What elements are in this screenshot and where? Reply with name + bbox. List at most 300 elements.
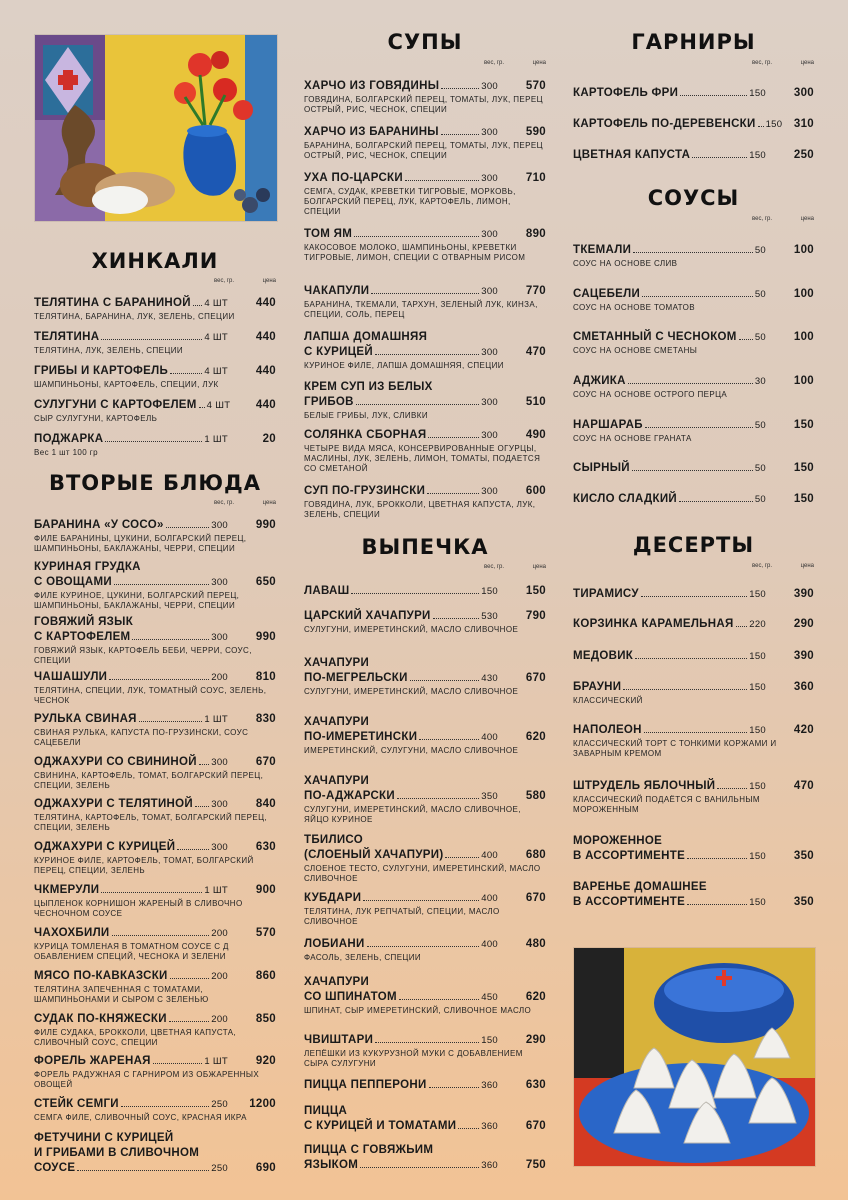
dot-leader xyxy=(153,1063,203,1064)
dot-leader xyxy=(632,470,753,471)
section-title-pastry: ВЫПЕЧКА xyxy=(361,535,489,559)
item-line xyxy=(304,284,546,299)
item-weight: 300 xyxy=(481,229,498,240)
item-weight: 1 ШТ xyxy=(204,714,228,725)
item-line xyxy=(34,840,276,855)
item-price: 670 xyxy=(255,756,276,768)
item-description: ГОВЯДИНА, ЛУК, БРОККОЛИ, ЦВЕТНАЯ КАПУСТА, ЛУК, ЗЕЛЕНЬ, СПЕЦИИ xyxy=(304,500,536,519)
item-description: СЕМГА ФИЛЕ, СЛИВОЧНЫЙ СОУС, КРАСНАЯ ИКРА xyxy=(34,1113,247,1122)
item-line xyxy=(573,86,814,101)
item-description: КУРИЦА ТОМЛЕНАЯ В ТОМАТНОМ СОУСЕ С Д ОБАВЛЕНИЕМ СПЕЦИЙ, ЧЕСНОКА И ЗЕЛЕНИ xyxy=(34,942,229,961)
item-description: ФИЛЕ КУРИНОЕ, ЦУКИНИ, БОЛГАРСКИЙ ПЕРЕЦ, ШАМПИНЬОНЫ, БАКЛАЖАНЫ, ЧЕРРИ, СПЕЦИИ xyxy=(34,591,240,610)
menu-item xyxy=(304,975,546,1016)
dot-leader xyxy=(405,180,479,181)
item-price: 900 xyxy=(255,884,276,896)
item-description: ЦЫПЛЕНОК КОРНИШОН ЖАРЕНЫЙ В СЛИВОЧНО ЧЕСНОЧНОМ СОУСЕ xyxy=(34,899,243,918)
item-name: КУБДАРИ xyxy=(304,892,362,904)
item-line xyxy=(573,680,814,695)
item-weight: 1 ШТ xyxy=(204,434,228,445)
item-weight: 400 xyxy=(481,893,498,904)
dot-leader xyxy=(445,857,479,858)
item-name-line: ГОВЯЖИЙ ЯЗЫК xyxy=(34,616,134,628)
menu-item xyxy=(34,296,276,322)
item-line xyxy=(34,330,276,345)
khinkali-art xyxy=(574,948,815,1166)
dot-leader xyxy=(628,383,753,384)
menu-item xyxy=(34,1097,276,1123)
item-weight: 360 xyxy=(481,1121,498,1132)
item-description: ЛЕПЁШКИ ИЗ КУКУРУЗНОЙ МУКИ С ДОБАВЛЕНИЕМ СЫРА СУЛУГУНИ xyxy=(304,1049,523,1068)
dot-leader xyxy=(633,252,753,253)
item-name: НАРШАРАБ xyxy=(573,419,643,431)
item-line xyxy=(34,1161,276,1176)
item-name-line: ВАРЕНЬЕ ДОМАШНЕЕ xyxy=(573,881,707,893)
menu-item xyxy=(304,1033,546,1069)
item-description: Вес 1 шт 100 гр xyxy=(34,448,98,457)
dot-leader xyxy=(641,596,747,597)
item-price: 390 xyxy=(793,650,814,662)
item-description: СУЛУГУНИ, ИМЕРЕТИНСКИЙ, МАСЛО СЛИВОЧНОЕ xyxy=(304,625,519,634)
menu-item xyxy=(573,723,814,759)
price-header: цена xyxy=(800,216,814,222)
still-life-painting xyxy=(34,34,278,222)
weight-header: вес, гр. xyxy=(484,564,504,570)
item-weight: 350 xyxy=(481,791,498,802)
price-header: цена xyxy=(262,500,276,506)
dot-leader xyxy=(121,1106,209,1107)
item-price: 600 xyxy=(525,485,546,497)
item-weight: 300 xyxy=(211,632,228,643)
item-line xyxy=(304,990,546,1005)
menu-item xyxy=(304,171,546,217)
item-description: БАРАНИНА, БОЛГАРСКИЙ ПЕРЕЦ, ТОМАТЫ, ЛУК, ПЕРЕЦ ОСТРЫЙ, РИС, ЧЕСНОК, СПЕЦИИ xyxy=(304,141,543,160)
item-weight: 300 xyxy=(211,577,228,588)
dot-leader xyxy=(367,946,480,947)
item-line xyxy=(34,797,276,812)
item-name: УХА ПО-ЦАРСКИ xyxy=(304,172,403,184)
item-weight: 400 xyxy=(481,850,498,861)
item-price: 650 xyxy=(255,576,276,588)
item-weight: 50 xyxy=(754,289,766,300)
item-price: 150 xyxy=(793,419,814,431)
section-title-khinkali: ХИНКАЛИ xyxy=(91,249,219,273)
dot-leader xyxy=(177,849,209,850)
dot-leader xyxy=(623,689,747,690)
dot-leader xyxy=(193,305,203,306)
item-price: 890 xyxy=(525,228,546,240)
item-description: ТЕЛЯТИНА, КАРТОФЕЛЬ, ТОМАТ, БОЛГАРСКИЙ ПЕРЕЦ, СПЕЦИИ, ЗЕЛЕНЬ xyxy=(34,813,268,832)
item-line xyxy=(573,243,814,258)
item-name: КАРТОФЕЛЬ ПО-ДЕРЕВЕНСКИ xyxy=(573,118,756,130)
item-weight: 4 ШТ xyxy=(204,366,228,377)
item-weight: 50 xyxy=(754,332,766,343)
menu-item xyxy=(573,374,814,400)
menu-item xyxy=(573,617,814,632)
item-weight: 1 ШТ xyxy=(204,885,228,896)
item-weight: 300 xyxy=(211,757,228,768)
item-line xyxy=(34,1012,276,1027)
dot-leader xyxy=(101,892,202,893)
khinkali-painting xyxy=(573,947,816,1167)
item-line xyxy=(304,891,546,906)
item-description: СЫР СУЛУГУНИ, КАРТОФЕЛЬ xyxy=(34,414,158,423)
item-description: ФИЛЕ СУДАКА, БРОККОЛИ, ЦВЕТНАЯ КАПУСТА, СЛИВОЧНЫЙ СОУС, СПЕЦИИ xyxy=(34,1028,237,1047)
dot-leader xyxy=(642,296,753,297)
item-name: БАРАНИНА «У СОСО» xyxy=(34,519,164,531)
menu-item xyxy=(34,518,276,554)
menu-item xyxy=(573,287,814,313)
item-price: 100 xyxy=(793,244,814,256)
menu-item xyxy=(573,834,814,864)
item-line xyxy=(304,79,546,94)
item-name: ЛОБИАНИ xyxy=(304,938,365,950)
dot-leader xyxy=(635,658,747,659)
dot-leader xyxy=(397,798,479,799)
item-price: 510 xyxy=(525,396,546,408)
item-name: С КАРТОФЕЛЕМ xyxy=(34,631,131,643)
dot-leader xyxy=(692,157,747,158)
item-name: ОДЖАХУРИ С КУРИЦЕЙ xyxy=(34,841,176,853)
item-price: 300 xyxy=(793,87,814,99)
item-weight: 150 xyxy=(749,682,766,693)
item-line xyxy=(34,969,276,984)
dot-leader xyxy=(105,441,202,442)
item-description: СОУС НА ОСНОВЕ ГРАНАТА xyxy=(573,434,692,443)
dot-leader xyxy=(375,1042,479,1043)
item-name: ПО-АДЖАРСКИ xyxy=(304,790,395,802)
dot-leader xyxy=(166,527,210,528)
dot-leader xyxy=(458,1128,479,1129)
item-name: ЯЗЫКОМ xyxy=(304,1159,359,1171)
dot-leader xyxy=(644,732,747,733)
item-description: ИМЕРЕТИНСКИЙ, СУЛУГУНИ, МАСЛО СЛИВОЧНОЕ xyxy=(304,746,519,755)
item-weight: 300 xyxy=(211,520,228,531)
item-weight: 1 ШТ xyxy=(204,1056,228,1067)
dot-leader xyxy=(680,95,747,96)
item-name: ПО-МЕГРЕЛЬСКИ xyxy=(304,672,408,684)
dot-leader xyxy=(170,373,202,374)
menu-item xyxy=(34,330,276,356)
dot-leader xyxy=(687,858,747,859)
item-line xyxy=(573,461,814,476)
weight-header: вес, гр. xyxy=(752,563,772,569)
item-description: КЛАССИЧЕСКИЙ ТОРТ С ТОНКИМИ КОРЖАМИ И ЗАВАРНЫМ КРЕМОМ xyxy=(573,739,777,758)
item-line xyxy=(304,584,546,599)
item-name: СУДАК ПО-КНЯЖЕСКИ xyxy=(34,1013,167,1025)
dot-leader xyxy=(170,978,210,979)
item-price: 440 xyxy=(255,365,276,377)
menu-item xyxy=(573,779,814,815)
item-name: С КУРИЦЕЙ И ТОМАТАМИ xyxy=(304,1120,457,1132)
menu-item xyxy=(34,398,276,424)
dot-leader xyxy=(419,739,479,740)
item-price: 310 xyxy=(793,118,814,130)
item-name-line: КРЕМ СУП ИЗ БЕЛЫХ xyxy=(304,381,433,393)
dot-leader xyxy=(139,721,203,722)
item-name: КИСЛО СЛАДКИЙ xyxy=(573,493,677,505)
menu-item xyxy=(304,330,546,371)
item-name-line: МОРОЖЕННОЕ xyxy=(573,835,663,847)
item-line xyxy=(304,937,546,952)
dot-leader xyxy=(441,88,479,89)
menu-item xyxy=(34,755,276,791)
item-line xyxy=(34,926,276,941)
item-weight: 530 xyxy=(481,611,498,622)
dot-leader xyxy=(112,935,210,936)
item-description: ФИЛЕ БАРАНИНЫ, ЦУКИНИ, БОЛГАРСКИЙ ПЕРЕЦ, ШАМПИНЬОНЫ, БАКЛАЖАНЫ, ЧЕРРИ, СПЕЦИИ xyxy=(34,534,247,553)
item-name: В АССОРТИМЕНТЕ xyxy=(573,850,686,862)
menu-item xyxy=(34,432,276,458)
item-description: СОУС НА ОСНОВЕ СМЕТАНЫ xyxy=(573,346,698,355)
item-name: СМЕТАННЫЙ С ЧЕСНОКОМ xyxy=(573,331,737,343)
menu-item xyxy=(304,715,546,756)
item-price: 360 xyxy=(793,681,814,693)
dot-leader xyxy=(428,437,479,438)
item-name: ТЕЛЯТИНА С БАРАНИНОЙ xyxy=(34,297,191,309)
menu-item xyxy=(304,891,546,927)
item-name-line: ФЕТУЧИНИ С КУРИЦЕЙ xyxy=(34,1132,174,1144)
menu-item xyxy=(34,883,276,919)
section-title-sauces: СОУСЫ xyxy=(647,186,740,210)
item-price: 570 xyxy=(255,927,276,939)
item-line xyxy=(34,398,276,413)
menu-item xyxy=(34,797,276,833)
menu-item xyxy=(304,380,546,421)
still-life-art xyxy=(35,35,277,221)
item-weight: 150 xyxy=(765,119,783,130)
item-price: 920 xyxy=(255,1055,276,1067)
dot-leader xyxy=(132,639,209,640)
weight-header: вес, гр. xyxy=(752,60,772,66)
menu-item xyxy=(304,656,546,697)
menu-item xyxy=(34,1012,276,1048)
item-line xyxy=(304,1158,546,1173)
item-weight: 200 xyxy=(211,928,228,939)
item-description: ТЕЛЯТИНА ЗАПЕЧЕННАЯ С ТОМАТАМИ, ШАМПИНЬОНАМИ И СЫРОМ С ЗЕЛЕНЬЮ xyxy=(34,985,209,1004)
item-weight: 150 xyxy=(749,781,766,792)
item-name: АДЖИКА xyxy=(573,375,626,387)
dot-leader xyxy=(363,900,479,901)
item-price: 580 xyxy=(525,790,546,802)
item-price: 470 xyxy=(793,780,814,792)
item-name: СТЕЙК СЕМГИ xyxy=(34,1098,119,1110)
menu-item xyxy=(573,492,814,507)
item-description: КЛАССИЧЕСКИЙ ПОДАЁТСЯ С ВАНИЛЬНЫМ МОРОЖЕННЫМ xyxy=(573,795,760,814)
item-line xyxy=(304,227,546,242)
menu-item xyxy=(304,1104,546,1134)
item-price: 1200 xyxy=(249,1098,276,1110)
item-name: ЧАШАШУЛИ xyxy=(34,671,108,683)
item-price: 670 xyxy=(525,892,546,904)
dot-leader xyxy=(679,501,753,502)
item-price: 480 xyxy=(525,938,546,950)
item-line xyxy=(573,723,814,738)
price-header: цена xyxy=(532,564,546,570)
item-name: ГРИБОВ xyxy=(304,396,354,408)
item-weight: 300 xyxy=(211,842,228,853)
menu-item xyxy=(34,926,276,962)
menu-item xyxy=(573,880,814,910)
item-line xyxy=(304,125,546,140)
dot-leader xyxy=(375,354,479,355)
item-name: НАПОЛЕОН xyxy=(573,724,642,736)
item-weight: 300 xyxy=(481,286,498,297)
item-description: КУРИНОЕ ФИЛЕ, КАРТОФЕЛЬ, ТОМАТ, БОЛГАРСКИЙ ПЕРЕЦ, СПЕЦИИ, ЗЕЛЕНЬ xyxy=(34,856,254,875)
item-name: ХАРЧО ИЗ БАРАНИНЫ xyxy=(304,126,439,138)
item-name: ЧАХОХБИЛИ xyxy=(34,927,110,939)
item-weight: 150 xyxy=(749,651,766,662)
item-name-line: ПИЦЦА С ГОВЯЖЬИМ xyxy=(304,1144,434,1156)
menu-item xyxy=(34,969,276,1005)
item-line xyxy=(34,575,276,590)
item-line xyxy=(304,395,546,410)
item-name: СУП ПО-ГРУЗИНСКИ xyxy=(304,485,426,497)
item-name: (СЛОЕНЫЙ ХАЧАПУРИ) xyxy=(304,849,444,861)
item-description: ТЕЛЯТИНА, ЛУК, ЗЕЛЕНЬ, СПЕЦИИ xyxy=(34,346,183,355)
dot-leader xyxy=(717,788,747,789)
menu-item xyxy=(304,125,546,161)
item-description: СУЛУГУНИ, ИМЕРЕТИНСКИЙ, МАСЛО СЛИВОЧНОЕ, ЯЙЦО КУРИНОЕ xyxy=(304,805,521,824)
item-line xyxy=(573,148,814,163)
item-line xyxy=(304,345,546,360)
item-line xyxy=(304,428,546,443)
item-price: 630 xyxy=(525,1079,546,1091)
menu-item xyxy=(573,587,814,602)
item-weight: 150 xyxy=(749,725,766,736)
item-description: СЕМГА, СУДАК, КРЕВЕТКИ ТИГРОВЫЕ, МОРКОВЬ, БОЛГАРСКИЙ ПЕРЕЦ, ЛУК, КАРТОФЕЛЬ, ЛИМОН, СПЕЦИИ xyxy=(304,187,516,216)
item-weight: 300 xyxy=(481,81,498,92)
menu-item xyxy=(304,833,546,884)
item-name: СОЛЯНКА СБОРНАЯ xyxy=(304,429,427,441)
item-price: 620 xyxy=(525,731,546,743)
item-price: 990 xyxy=(255,519,276,531)
item-line xyxy=(34,712,276,727)
menu-item xyxy=(573,330,814,356)
dot-leader xyxy=(360,1167,479,1168)
dot-leader xyxy=(371,293,479,294)
dot-leader xyxy=(354,236,479,237)
item-weight: 4 ШТ xyxy=(204,332,228,343)
item-description: СОУС НА ОСНОВЕ ТОМАТОВ xyxy=(573,303,695,312)
item-price: 290 xyxy=(793,618,814,630)
item-weight: 150 xyxy=(749,897,766,908)
item-name: ТОМ ЯМ xyxy=(304,228,353,240)
item-name: С ОВОЩАМИ xyxy=(34,576,112,588)
dot-leader xyxy=(114,584,209,585)
item-weight: 450 xyxy=(481,992,498,1003)
item-weight: 50 xyxy=(754,494,766,505)
item-price: 710 xyxy=(525,172,546,184)
item-price: 470 xyxy=(525,346,546,358)
item-price: 860 xyxy=(255,970,276,982)
item-weight: 250 xyxy=(211,1163,228,1174)
menu-item xyxy=(34,560,276,611)
item-line xyxy=(304,789,546,804)
item-weight: 300 xyxy=(481,430,498,441)
item-description: СЛОЕНОЕ ТЕСТО, СУЛУГУНИ, ИМЕРЕТИНСКИЙ, МАСЛО СЛИВОЧНОЕ xyxy=(304,864,541,883)
item-line xyxy=(34,630,276,645)
item-price: 630 xyxy=(255,841,276,853)
weight-header: вес, гр. xyxy=(214,278,234,284)
item-weight: 300 xyxy=(481,127,498,138)
item-weight: 300 xyxy=(211,799,228,810)
item-weight: 30 xyxy=(754,376,766,387)
item-weight: 150 xyxy=(481,1035,498,1046)
menu-item xyxy=(304,1143,546,1173)
item-description: ЧЕТЫРЕ ВИДА МЯСА, КОНСЕРВИРОВАННЫЕ ОГУРЦЫ, МАСЛИНЫ, ЛУК, ЗЕЛЕНЬ, ЛИМОН, ТОМАТЫ, ПОДАЕТСЯ СО СМЕТАНОЙ xyxy=(304,444,541,473)
item-price: 150 xyxy=(525,585,546,597)
dot-leader xyxy=(399,999,479,1000)
item-name-line: ХАЧАПУРИ xyxy=(304,716,370,728)
dot-leader xyxy=(736,626,748,627)
item-price: 390 xyxy=(793,588,814,600)
item-line xyxy=(34,755,276,770)
item-price: 440 xyxy=(255,331,276,343)
item-name: РУЛЬКА СВИНАЯ xyxy=(34,713,137,725)
item-line xyxy=(304,730,546,745)
dot-leader xyxy=(351,593,479,594)
item-weight: 360 xyxy=(481,1160,498,1171)
dot-leader xyxy=(687,904,747,905)
item-weight: 300 xyxy=(481,486,498,497)
item-name-line: ТБИЛИСО xyxy=(304,834,363,846)
weight-header: вес, гр. xyxy=(752,216,772,222)
item-name: СУЛУГУНИ С КАРТОФЕЛЕМ xyxy=(34,399,197,411)
price-header: цена xyxy=(800,563,814,569)
item-weight: 360 xyxy=(481,1080,498,1091)
item-weight: 200 xyxy=(211,672,228,683)
item-name: ТЕЛЯТИНА xyxy=(34,331,100,343)
item-name: ЧАКАПУЛИ xyxy=(304,285,370,297)
item-description: СОУС НА ОСНОВЕ СЛИВ xyxy=(573,259,678,268)
item-line xyxy=(304,1078,546,1093)
item-price: 100 xyxy=(793,331,814,343)
item-price: 100 xyxy=(793,375,814,387)
price-header: цена xyxy=(800,60,814,66)
item-line xyxy=(34,1054,276,1069)
dot-leader xyxy=(645,427,753,428)
item-line xyxy=(34,883,276,898)
item-name: СО ШПИНАТОМ xyxy=(304,991,397,1003)
menu-item xyxy=(573,418,814,444)
item-price: 440 xyxy=(255,399,276,411)
item-line xyxy=(573,117,814,132)
weight-header: вес, гр. xyxy=(214,500,234,506)
item-weight: 220 xyxy=(749,619,766,630)
item-name: С КУРИЦЕЙ xyxy=(304,346,373,358)
item-name: ФОРЕЛЬ ЖАРЕНАЯ xyxy=(34,1055,151,1067)
menu-item xyxy=(573,649,814,664)
menu-item xyxy=(304,428,546,474)
item-weight: 150 xyxy=(749,150,766,161)
menu-item xyxy=(573,86,814,101)
item-description: БЕЛЫЕ ГРИБЫ, ЛУК, СЛИВКИ xyxy=(304,411,428,420)
dot-leader xyxy=(356,404,479,405)
menu-item xyxy=(34,1054,276,1090)
item-name: МЕДОВИК xyxy=(573,650,634,662)
price-header: цена xyxy=(532,60,546,66)
item-name: ОДЖАХУРИ СО СВИНИНОЙ xyxy=(34,756,197,768)
item-name: ЧКМЕРУЛИ xyxy=(34,884,100,896)
item-name: КОРЗИНКА КАРАМЕЛЬНАЯ xyxy=(573,618,734,630)
item-price: 250 xyxy=(793,149,814,161)
item-price: 790 xyxy=(525,610,546,622)
item-weight: 50 xyxy=(754,420,766,431)
item-weight: 4 ШТ xyxy=(206,400,231,411)
item-description: КЛАССИЧЕСКИЙ xyxy=(573,696,643,705)
item-name: ГРИБЫ И КАРТОФЕЛЬ xyxy=(34,365,169,377)
item-weight: 4 ШТ xyxy=(204,298,228,309)
